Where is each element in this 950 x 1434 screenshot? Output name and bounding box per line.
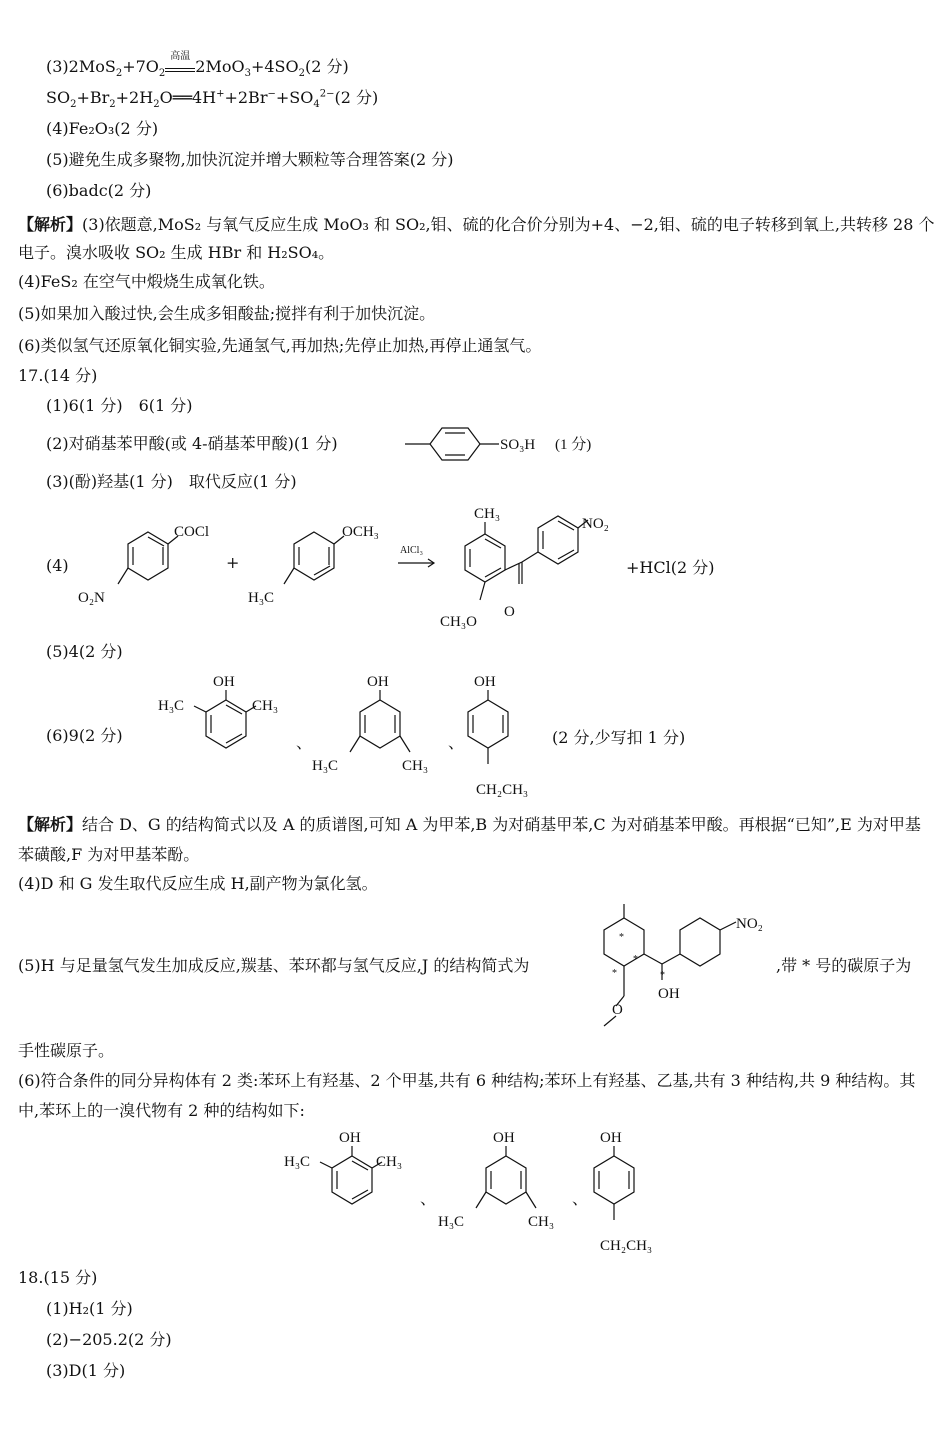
ch2ch3-label: CH₂CH₃	[476, 782, 529, 798]
oh-label: OH	[213, 674, 235, 690]
reaction-condition: 高温	[170, 51, 191, 62]
q17-analysis-6: (6)符合条件的同分异构体有 2 类:苯环上有羟基、2 个甲基,共有 6 种结构;苯环上有羟基、乙基,共有 3 种结构,共 9 种结构。其中,苯环上的一溴代物有 2 种的结构如下:	[18, 1071, 916, 1120]
oh-label: OH	[339, 1130, 361, 1146]
p-toluenesulfonic-acid-structure	[405, 424, 605, 464]
q18-part1: (1)H₂(1 分)	[46, 1299, 133, 1318]
cocl-label: COCl	[174, 524, 210, 540]
oh-label: OH	[658, 986, 680, 1002]
q16-part3-equation1: $(3)2MoS_2+7O_2$ 高温 $2MoO_3+4SO_2(2$ 分)	[46, 56, 349, 78]
plus-sign: +	[226, 553, 240, 572]
q17-part2: (2)对硝基苯甲酸(或 4-硝基苯甲酸)(1 分)	[46, 434, 338, 453]
separator: 、	[420, 1189, 437, 1208]
q16-analysis-4: (4)FeS₂ 在空气中煅烧生成氧化铁。	[18, 272, 275, 291]
analysis-label: 【解析】	[18, 215, 83, 234]
reaction-arrow	[396, 543, 440, 573]
q17-part4-label: (4)	[46, 556, 69, 575]
q18-part2: (2)−205.2(2 分)	[46, 1330, 172, 1349]
q17-heading: 17.(14 分)	[18, 366, 98, 385]
q17-analysis-5b: ,带 * 号的碳原子为	[776, 956, 912, 975]
ch3o-label: CH₃O	[440, 614, 477, 630]
h3c-label: H₃C	[438, 1214, 465, 1230]
ch3-label: CH₃	[528, 1214, 555, 1230]
chiral-star: *	[660, 970, 665, 981]
q18-part3: (3)D(1 分)	[46, 1361, 126, 1380]
chiral-star: *	[619, 932, 624, 943]
h3c-label: H₃C	[248, 590, 275, 606]
q16-part4: (4)Fe₂O₃(2 分)	[46, 119, 159, 138]
product-j-structure	[590, 898, 780, 1028]
isomer-4-ethylphenol	[586, 1126, 686, 1256]
q16-part5: (5)避免生成多聚物,加快沉淀并增大颗粒等合理答案(2 分)	[46, 150, 454, 169]
q17-analysis-4: (4)D 和 G 发生取代反应生成 H,副产物为氯化氢。	[18, 874, 378, 893]
no2-label: NO₂	[582, 516, 609, 532]
catalyst-label: AlCl₃	[400, 545, 423, 556]
isomer-26-dimethylphenol	[282, 1126, 422, 1212]
ch3-label: CH₃	[474, 506, 501, 522]
q17-part1: (1)6(1 分) 6(1 分)	[46, 396, 193, 415]
ch3-label: CH₃	[376, 1154, 403, 1170]
q17-analysis-5a: (5)H 与足量氢气发生加成反应,羰基、苯环都与氢气反应,J 的结构简式为	[18, 956, 530, 975]
h3c-label: H₃C	[158, 698, 185, 714]
q16-analysis-5: (5)如果加入酸过快,会生成多钼酸盐;搅拌有利于加快沉淀。	[18, 304, 436, 323]
h3c-label: H₃C	[312, 758, 339, 774]
oh-label: OH	[367, 674, 389, 690]
ch2ch3-label: CH₂CH₃	[600, 1238, 653, 1254]
oh-label: OH	[493, 1130, 515, 1146]
q18-heading: 18.(15 分)	[18, 1268, 98, 1287]
oh-label: OH	[474, 674, 496, 690]
q17-part4-tail: +HCl(2 分)	[626, 558, 715, 577]
p-nitrobenzoyl-chloride-structure	[78, 522, 228, 612]
no2-label: NO₂	[736, 916, 763, 932]
q17-part2-tail: (1 分)	[555, 437, 592, 453]
separator: 、	[448, 733, 465, 752]
q17-analysis-5c: 手性碳原子。	[18, 1041, 115, 1060]
q16-analysis-6: (6)类似氢气还原氧化铜实验,先通氢气,再加热;先停止加热,再停止通氢气。	[18, 336, 542, 355]
isomer-4-ethylphenol	[460, 670, 560, 800]
chiral-star: *	[633, 954, 638, 965]
q17-part5: (5)4(2 分)	[46, 642, 123, 661]
q16-part6: (6)badc(2 分)	[46, 181, 152, 200]
o2n-label: O₂N	[78, 590, 105, 606]
q17-part3: (3)(酚)羟基(1 分) 取代反应(1 分)	[46, 472, 297, 491]
o-label: O	[612, 1002, 623, 1018]
isomer-35-dimethylphenol	[436, 1126, 576, 1236]
q17-part6-label: (6)9(2 分)	[46, 726, 123, 745]
och3-label: OCH₃	[342, 524, 379, 540]
q16-analysis-3: 【解析】(3)依题意,MoS₂ 与氧气反应生成 MoO₃ 和 SO₂,钼、硫的化合价分别为+4、−2,钼、硫的电子转移到氧上,共转移 28 个电子。溴水吸收 SO₂ 生成 HBr 和 H₂SO₄。	[18, 215, 935, 262]
isomer-26-dimethylphenol	[156, 670, 296, 756]
analysis-label: 【解析】	[18, 815, 83, 834]
q17-analysis-main: 【解析】结合 D、G 的结构简式以及 A 的质谱图,可知 A 为甲苯,B 为对硝基甲苯,C 为对硝基苯甲酸。再根据“已知”,E 为对甲基苯磺酸,F 为对甲基苯酚。	[18, 815, 921, 864]
q16-part3-equation2: $SO_2+Br_2+2H_2O══4H^++2Br^-+SO_4^{2-}(2$ 分)	[46, 88, 379, 111]
ch3-label: CH₃	[402, 758, 429, 774]
chiral-star: *	[612, 968, 617, 979]
so3h-label: SO₃H	[500, 437, 536, 453]
separator: 、	[296, 733, 313, 752]
separator: 、	[572, 1189, 589, 1208]
ch3-label: CH₃	[252, 698, 279, 714]
4-methylanisole-structure	[248, 522, 398, 612]
isomer-35-dimethylphenol	[310, 670, 450, 780]
q17-part6-tail: (2 分,少写扣 1 分)	[552, 728, 686, 747]
h3c-label: H₃C	[284, 1154, 311, 1170]
product-h-structure	[440, 502, 620, 632]
oh-label: OH	[600, 1130, 622, 1146]
carbonyl-o-label: O	[504, 604, 515, 620]
